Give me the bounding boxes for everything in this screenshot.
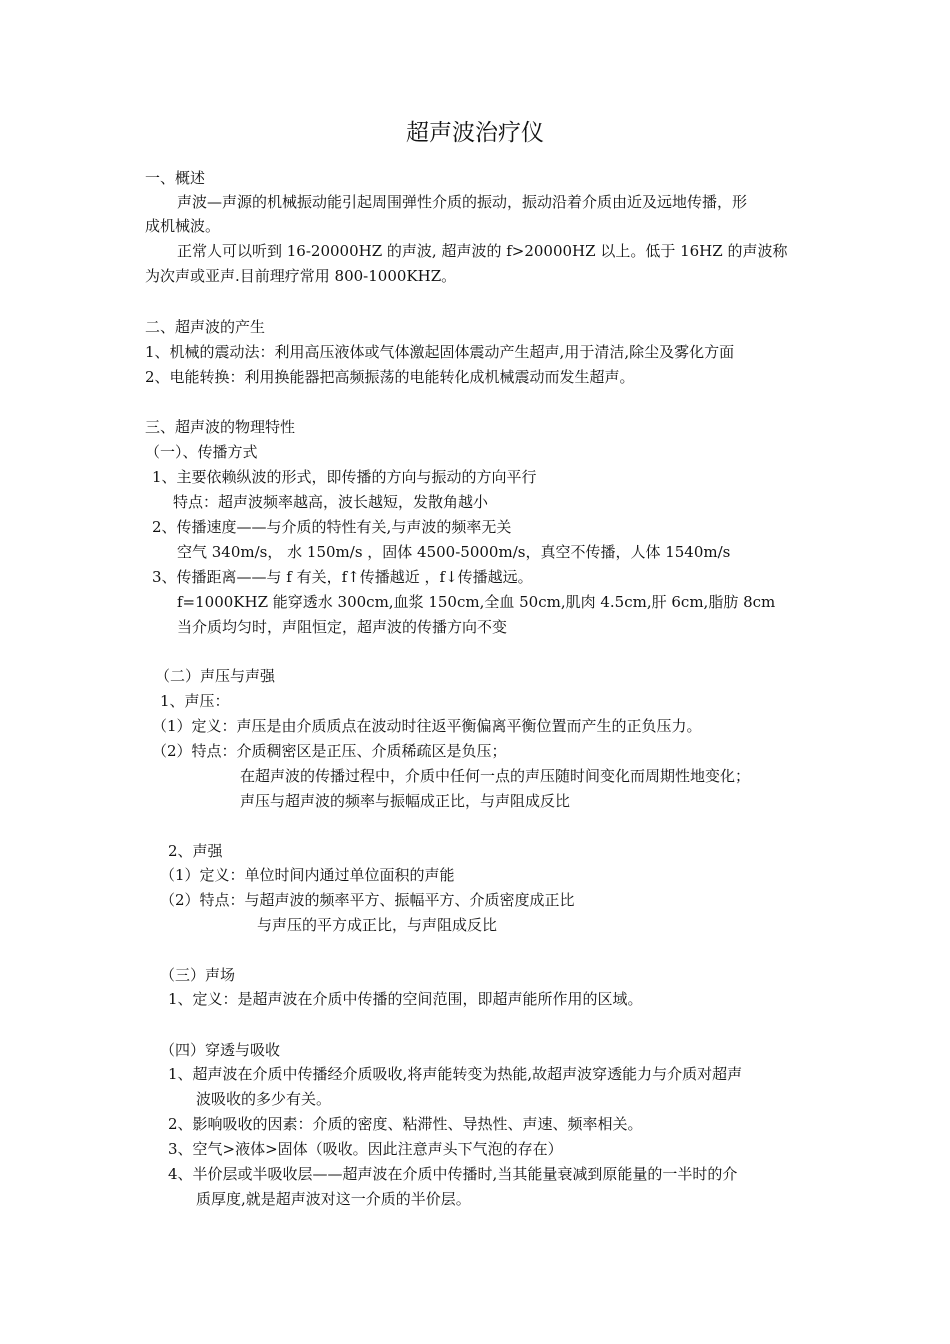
list-item: 空气 340m/s， 水 150m/s ，固体 4500-5000m/s，真空不传播，人体 1540m/s [177,543,731,561]
list-item: （2）特点：与超声波的频率平方、振幅平方、介质密度成正比 [160,891,575,909]
section-heading-generation: 二、超声波的产生 [145,318,266,336]
list-item: 质厚度,就是超声波对这一介质的半价层。 [196,1190,471,1208]
list-item: 波吸收的多少有关。 [196,1090,332,1108]
list-item: 1、机械的震动法：利用高压液体或气体激起固体震动产生超声,用于清洁,除尘及雾化方面 [145,343,735,361]
list-item: 1、超声波在介质中传播经介质吸收,将声能转变为热能,故超声波穿透能力与介质对超声 [168,1065,743,1083]
list-item: 1、定义：是超声波在介质中传播的空间范围，即超声能所作用的区域。 [168,990,643,1008]
list-item: 与声压的平方成正比，与声阻成反比 [257,916,498,934]
list-item: 2、影响吸收的因素：介质的密度、粘滞性、导热性、声速、频率相关。 [168,1115,643,1133]
list-item: 2、电能转换：利用换能器把高频振荡的电能转化成机械震动而发生超声。 [145,368,635,386]
list-item: 声压与超声波的频率与振幅成正比，与声阻成反比 [240,792,571,810]
subsection-heading-sound-field: （三）声场 [160,966,236,984]
paragraph-line: 声波—声源的机械振动能引起周围弹性介质的振动，振动沿着介质由近及远地传播，形 [177,193,748,211]
list-item: 1、声压： [160,692,230,710]
paragraph-line: 为次声或亚声.目前理疗常用 800-1000KHZ。 [145,267,457,285]
list-item: 4、半价层或半吸收层——超声波在介质中传播时,当其能量衰减到原能量的一半时的介 [168,1165,738,1183]
list-item: f=1000KHZ 能穿透水 300cm,血浆 150cm,全血 50cm,肌肉 4.5cm,肝 6cm,脂肪 8cm [177,593,776,611]
list-item: 2、传播速度——与介质的特性有关,与声波的频率无关 [152,518,512,536]
document-title: 超声波治疗仪 [406,120,544,146]
list-item: （2）特点：介质稠密区是正压、介质稀疏区是负压； [152,742,507,760]
list-item: 2、声强 [168,842,223,860]
list-item: 3、空气>液体>固体（吸收。因此注意声头下气泡的存在） [168,1140,563,1158]
list-item: 特点：超声波频率越高，波长越短，发散角越小 [173,493,489,511]
subsection-heading-penetration: （四）穿透与吸收 [160,1041,281,1059]
section-heading-physics: 三、超声波的物理特性 [145,418,296,436]
list-item: 当介质均匀时，声阻恒定，超声波的传播方向不变 [177,618,508,636]
subsection-heading-pressure-intensity: （二）声压与声强 [155,667,276,685]
subsection-heading-propagation: （一）、传播方式 [145,443,258,461]
section-heading-overview: 一、概述 [145,169,206,187]
list-item: 在超声波的传播过程中，介质中任何一点的声压随时间变化而周期性地变化； [240,767,751,785]
list-item: （1）定义：声压是由介质质点在波动时往返平衡偏离平衡位置而产生的正负压力。 [152,717,702,735]
paragraph-line: 正常人可以听到 16-20000HZ 的声波, 超声波的 f>20000HZ 以上。低于 16HZ 的声波称 [177,242,788,260]
list-item: 3、传播距离——与 f 有关，f↑传播越近 ，f↓传播越远。 [152,568,533,586]
list-item: 1、主要依赖纵波的形式，即传播的方向与振动的方向平行 [152,468,537,486]
paragraph-line: 成机械波。 [145,217,221,235]
list-item: （1）定义：单位时间内通过单位面积的声能 [160,866,455,884]
